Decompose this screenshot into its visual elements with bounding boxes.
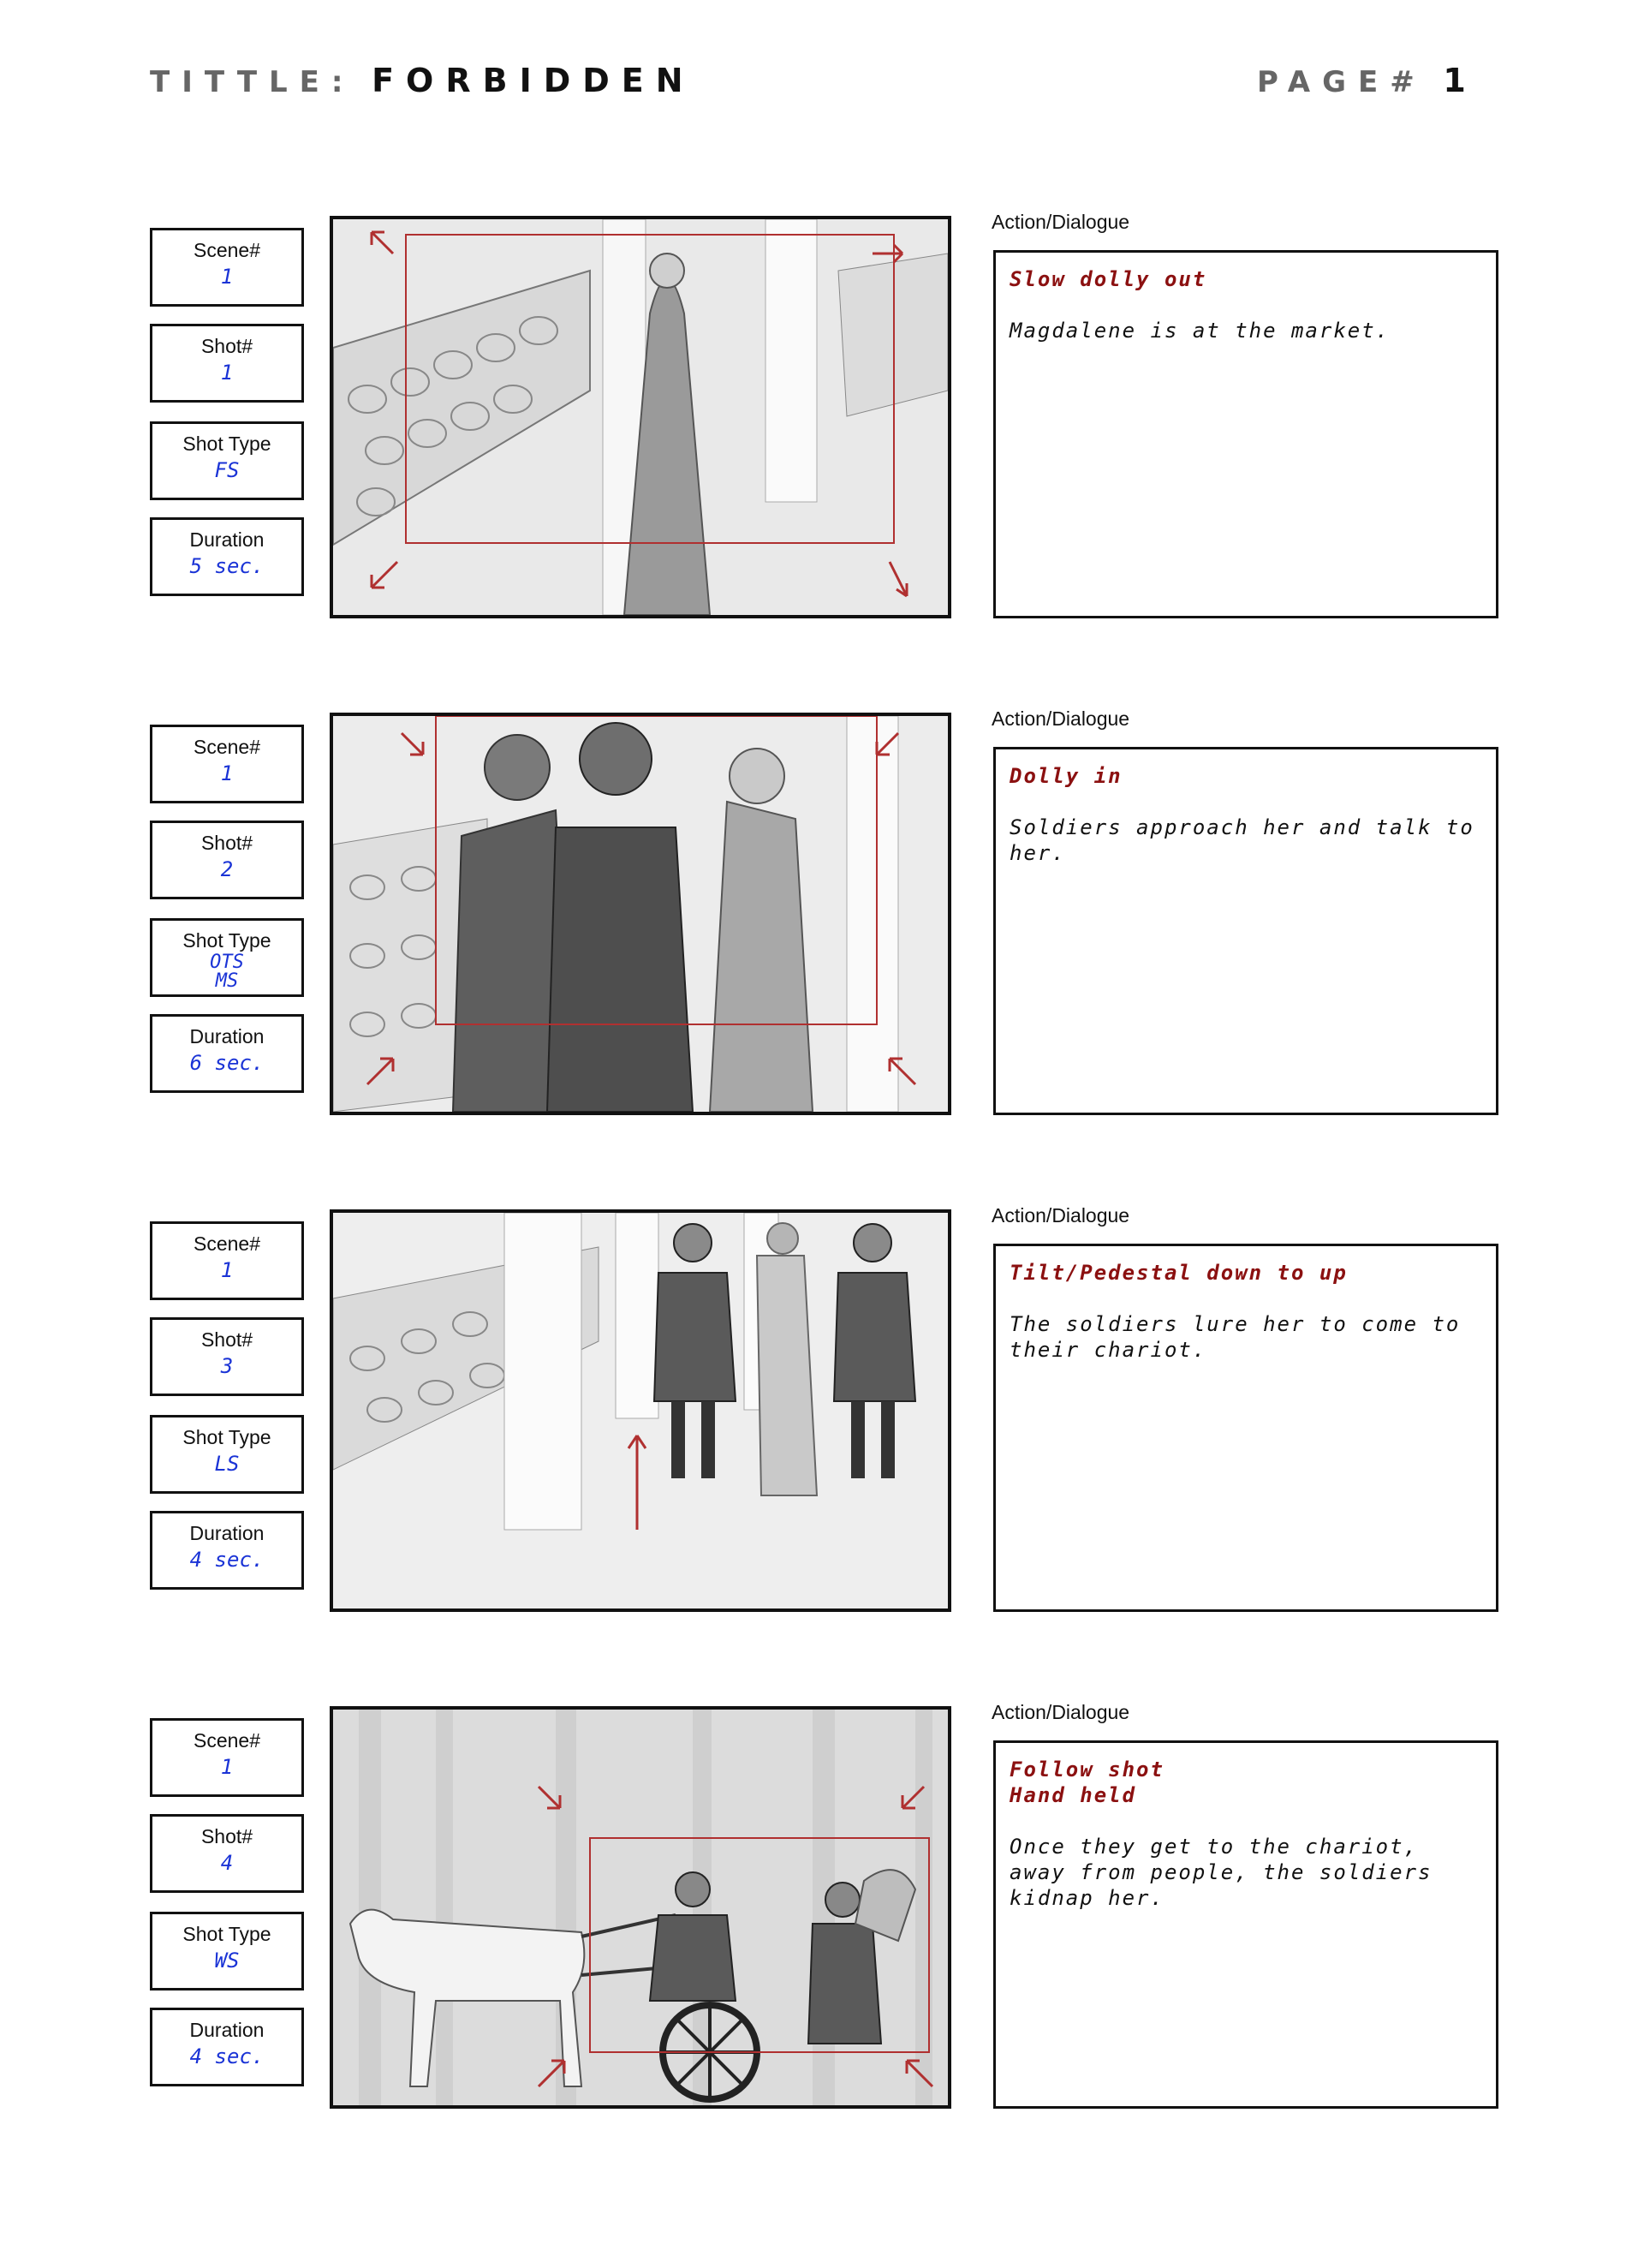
duration-box xyxy=(150,2008,304,2086)
chariot-kidnap-sketch-illustration xyxy=(333,1710,948,2105)
action-description: Magdalene is at the market. xyxy=(1010,319,1391,343)
shot-box xyxy=(150,324,304,403)
shot-type-box xyxy=(150,1415,304,1494)
duration-label: Duration xyxy=(189,528,265,551)
shot-type-label: Shot Type xyxy=(182,929,271,952)
sketch-frame xyxy=(330,713,951,1115)
action-dialogue-label: Action/Dialogue xyxy=(992,707,1130,730)
shot-value: 4 xyxy=(220,1851,234,1875)
camera-direction: Follow shot Hand held xyxy=(1010,1758,1164,1807)
duration-label: Duration xyxy=(189,1025,265,1047)
shot-value: 1 xyxy=(220,361,234,385)
page-number-heading xyxy=(1257,62,1478,99)
sketch-frame xyxy=(330,216,951,618)
action-dialogue-label: Action/Dialogue xyxy=(992,1701,1130,1723)
shot-type-label: Shot Type xyxy=(182,433,271,455)
action-dialogue-box xyxy=(993,250,1498,618)
shot-box xyxy=(150,821,304,899)
duration-box xyxy=(150,1511,304,1590)
walk-to-chariot-sketch-illustration xyxy=(333,1213,948,1608)
action-dialogue-label: Action/Dialogue xyxy=(992,211,1130,233)
scene-value: 1 xyxy=(220,1755,234,1779)
shot-value: 3 xyxy=(220,1354,234,1378)
action-description: Once they get to the chariot, away from people, the soldiers kidnap her. xyxy=(1010,1835,1433,1910)
duration-value: 4 sec. xyxy=(189,1548,265,1572)
storyboard-panel-3 xyxy=(0,1204,1644,1620)
sketch-frame xyxy=(330,1706,951,2109)
shot-type-value: LS xyxy=(214,1452,240,1476)
scene-box xyxy=(150,228,304,307)
storyboard-panel-1 xyxy=(0,211,1644,627)
action-description: The soldiers lure her to come to their chariot. xyxy=(1010,1312,1461,1362)
duration-box xyxy=(150,1014,304,1093)
shot-type-box xyxy=(150,421,304,500)
page-value: 1 xyxy=(1443,62,1478,99)
shot-type-box xyxy=(150,918,304,997)
shot-label: Shot# xyxy=(200,1825,253,1847)
shot-value: 2 xyxy=(220,857,234,881)
action-description: Soldiers approach her and talk to her. xyxy=(1010,815,1474,865)
scene-box xyxy=(150,1221,304,1300)
action-dialogue-box xyxy=(993,747,1498,1115)
title-label: TITTLE: xyxy=(150,65,355,99)
duration-label: Duration xyxy=(189,1522,265,1544)
shot-box xyxy=(150,1317,304,1396)
sketch-frame xyxy=(330,1209,951,1612)
duration-label: Duration xyxy=(189,2019,265,2041)
scene-box xyxy=(150,1718,304,1797)
duration-box xyxy=(150,517,304,596)
duration-value: 4 sec. xyxy=(189,2044,265,2068)
camera-direction: Tilt/Pedestal down to up xyxy=(1010,1261,1348,1285)
scene-value: 1 xyxy=(220,761,234,785)
title-heading xyxy=(150,62,695,99)
soldiers-approach-sketch-illustration xyxy=(333,716,948,1112)
scene-value: 1 xyxy=(220,1258,234,1282)
shot-type-value: FS xyxy=(214,458,240,482)
scene-label: Scene# xyxy=(193,1729,260,1752)
storyboard-panel-4 xyxy=(0,1701,1644,2117)
scene-value: 1 xyxy=(220,265,234,289)
shot-type-value: OTS MS xyxy=(210,952,244,992)
duration-value: 6 sec. xyxy=(189,1051,265,1075)
shot-label: Shot# xyxy=(200,335,253,357)
shot-type-value: WS xyxy=(214,1949,240,1973)
scene-label: Scene# xyxy=(193,1232,260,1255)
market-sketch-illustration xyxy=(333,219,948,615)
shot-type-box xyxy=(150,1912,304,1990)
title-value: FORBIDDEN xyxy=(372,62,695,99)
shot-box xyxy=(150,1814,304,1893)
storyboard-panel-2 xyxy=(0,707,1644,1124)
action-dialogue-box xyxy=(993,1740,1498,2109)
action-dialogue-label: Action/Dialogue xyxy=(992,1204,1130,1227)
page-label: PAGE# xyxy=(1257,65,1427,99)
shot-type-label: Shot Type xyxy=(182,1426,271,1448)
duration-value: 5 sec. xyxy=(189,554,265,578)
shot-label: Shot# xyxy=(200,832,253,854)
camera-direction: Dolly in xyxy=(1010,764,1123,788)
scene-box xyxy=(150,725,304,803)
camera-direction: Slow dolly out xyxy=(1010,267,1207,291)
scene-label: Scene# xyxy=(193,736,260,758)
shot-label: Shot# xyxy=(200,1328,253,1351)
action-dialogue-box xyxy=(993,1244,1498,1612)
scene-label: Scene# xyxy=(193,239,260,261)
shot-type-label: Shot Type xyxy=(182,1923,271,1945)
